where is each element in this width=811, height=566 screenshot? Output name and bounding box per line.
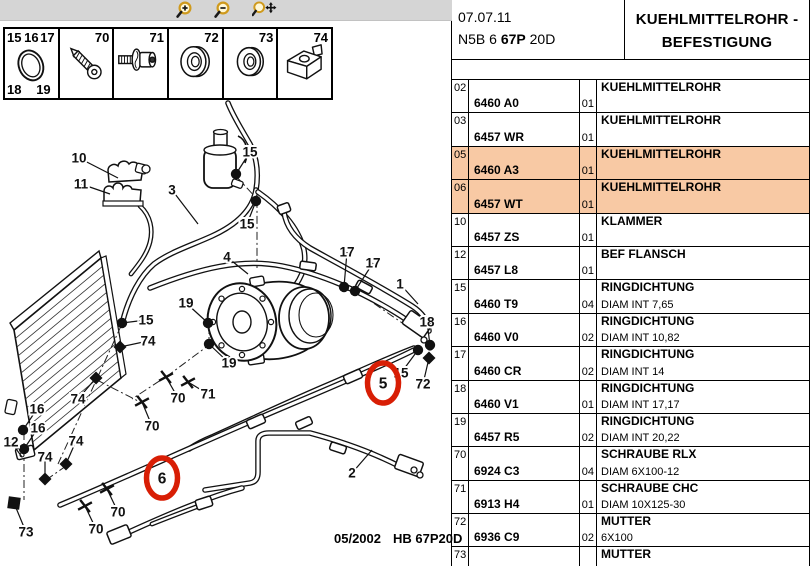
svg-text:74: 74 [70, 391, 86, 407]
row-description-name: SCHRAUBE RLX [601, 447, 697, 462]
legend-number-18: 18 [7, 82, 22, 97]
header-code: N5B 6 67P 20D [458, 31, 556, 47]
svg-text:71: 71 [200, 386, 216, 402]
svg-text:70: 70 [144, 418, 160, 434]
parts-strip-cell-74[interactable] [278, 29, 331, 98]
plate-ref: HB 67P20D [393, 531, 463, 546]
row-description [597, 547, 809, 566]
catalog-header [452, 0, 809, 60]
svg-text:15: 15 [393, 365, 409, 381]
callout-70[interactable] [135, 396, 159, 434]
svg-text:5: 5 [378, 375, 388, 393]
clip-nut-icon [278, 29, 331, 98]
bolt-washer-icon [114, 29, 167, 98]
parts-list-pane [451, 0, 810, 566]
svg-text:74: 74 [68, 433, 84, 449]
row-ref: 70 [452, 447, 469, 479]
o-ring-icon [5, 29, 58, 98]
callout-3[interactable] [168, 183, 198, 225]
row-description-note [601, 265, 807, 277]
svg-text:15: 15 [242, 144, 258, 160]
parts-strip-cell-71[interactable] [114, 29, 169, 98]
table-row-15[interactable] [452, 280, 809, 313]
row-description-note: DIAM INT 10,82 [601, 332, 680, 345]
table-row-02[interactable] [452, 80, 809, 113]
row-ref: 17 [452, 347, 469, 379]
callout-74[interactable] [37, 450, 53, 486]
row-quantity: 01 [580, 247, 597, 279]
row-part-number: 6936 C9 [469, 514, 580, 546]
row-ref: 73 [452, 547, 469, 566]
svg-text:6: 6 [157, 470, 167, 488]
svg-text:19: 19 [178, 295, 194, 311]
svg-text:17: 17 [365, 255, 381, 271]
row-description-name: RINGDICHTUNG [601, 280, 695, 295]
row-quantity: 01 [580, 214, 597, 246]
table-row-05[interactable] [452, 147, 809, 180]
row-description-name: RINGDICHTUNG [601, 313, 695, 328]
row-description [597, 381, 809, 413]
diagram-toolbar [0, 0, 452, 21]
row-description-name: KLAMMER [601, 213, 663, 228]
row-description [597, 314, 809, 346]
svg-text:73: 73 [18, 524, 34, 540]
row-description-name: BEF FLANSCH [601, 246, 686, 261]
parts-strip-cell-72[interactable] [169, 29, 224, 98]
svg-text:16: 16 [30, 420, 46, 436]
zoom-in-button[interactable] [176, 1, 203, 19]
table-row-10[interactable] [452, 214, 809, 247]
row-ref: 12 [452, 247, 469, 279]
row-quantity: 01 [580, 381, 597, 413]
row-description [597, 414, 809, 446]
legend-number-74: 74 [313, 30, 329, 45]
row-ref: 72 [452, 514, 469, 546]
svg-text:11: 11 [73, 176, 89, 192]
zoom-out-button[interactable] [214, 1, 241, 19]
row-ref: 05 [452, 147, 469, 179]
row-quantity: 02 [580, 514, 597, 546]
row-description [597, 80, 809, 112]
zoom-out-icon [214, 1, 241, 19]
row-part-number: 6457 WR [469, 113, 580, 145]
svg-text:18: 18 [419, 314, 435, 330]
row-part-number: 6460 V1 [469, 381, 580, 413]
row-description [597, 481, 809, 513]
callout-70[interactable] [159, 371, 185, 406]
row-part-number: 6460 V0 [469, 314, 580, 346]
row-description-name: MUTTER [601, 514, 651, 529]
row-ref: 06 [452, 180, 469, 212]
parts-strip-cell-70[interactable] [60, 29, 115, 98]
table-row-72[interactable] [452, 514, 809, 547]
table-row-06[interactable] [452, 180, 809, 213]
callout-73[interactable] [7, 496, 34, 539]
row-quantity: 02 [580, 414, 597, 446]
legend-number-71: 71 [149, 30, 165, 45]
row-description-name: KUEHLMITTELROHR [601, 113, 721, 128]
row-part-number: 6457 L8 [469, 247, 580, 279]
row-quantity: 02 [580, 314, 597, 346]
row-description-note: DIAM INT 20,22 [601, 432, 680, 445]
row-ref: 03 [452, 113, 469, 145]
row-description-note [601, 199, 807, 211]
table-row-17[interactable] [452, 347, 809, 380]
parts-strip-cell-73[interactable] [224, 29, 279, 98]
callout-71[interactable] [181, 376, 216, 402]
row-quantity: 01 [580, 147, 597, 179]
callout-10[interactable] [71, 151, 118, 179]
row-description [597, 214, 809, 246]
row-description-note: DIAM 6X100-12 [601, 465, 680, 478]
row-description-note [601, 98, 807, 110]
row-part-number: 6913 H4 [469, 481, 580, 513]
callout-70[interactable] [78, 500, 103, 537]
row-part-number: 6457 R5 [469, 414, 580, 446]
svg-text:16: 16 [29, 401, 45, 417]
row-part-number: 6460 A3 [469, 147, 580, 179]
table-row-19[interactable] [452, 414, 809, 447]
row-description [597, 147, 809, 179]
plate-code [334, 531, 462, 546]
row-description-name: KUEHLMITTELROHR [601, 146, 721, 161]
svg-text:70: 70 [88, 521, 104, 537]
grommet-small-icon [224, 29, 277, 98]
svg-text:2: 2 [348, 465, 356, 481]
row-description-note: DIAM INT 7,65 [601, 298, 674, 311]
svg-text:70: 70 [110, 504, 126, 520]
plate-date: 05/2002 [334, 531, 381, 546]
callout-5[interactable] [368, 363, 399, 403]
row-description [597, 347, 809, 379]
row-description [597, 280, 809, 312]
callout-72[interactable] [415, 351, 435, 391]
legend-number-16: 16 [24, 30, 39, 45]
table-row-71[interactable] [452, 481, 809, 514]
table-row-73[interactable] [452, 547, 809, 566]
svg-text:4: 4 [223, 249, 231, 265]
legend-number-19: 19 [36, 82, 51, 97]
row-ref: 10 [452, 214, 469, 246]
grommet-icon [169, 29, 222, 98]
row-part-number: 6460 CR [469, 347, 580, 379]
row-quantity: 04 [580, 280, 597, 312]
svg-text:1: 1 [396, 276, 404, 292]
row-description-note: DIAM 10X125-30 [601, 499, 686, 512]
legend-number-70: 70 [94, 30, 110, 45]
row-description-name: MUTTER [601, 547, 651, 562]
row-part-number: 6457 ZS [469, 214, 580, 246]
screw-icon [60, 29, 113, 98]
callout-74[interactable] [59, 434, 83, 471]
svg-text:12: 12 [3, 434, 19, 450]
callout-12[interactable] [3, 435, 22, 458]
hardware-legend-strip [3, 27, 333, 100]
row-description-name: SCHRAUBE CHC [601, 480, 699, 495]
row-quantity: 01 [580, 481, 597, 513]
parts-strip-cell-15[interactable] [5, 29, 60, 98]
row-description-name: RINGDICHTUNG [601, 413, 695, 428]
row-description-note: 6X100 [601, 532, 633, 545]
row-part-number: 6460 T9 [469, 280, 580, 312]
svg-text:70: 70 [170, 390, 186, 406]
row-description-name: KUEHLMITTELROHR [601, 80, 721, 94]
callout-6[interactable] [147, 458, 178, 498]
zoom-pan-button[interactable] [252, 1, 279, 19]
row-description-note [601, 165, 807, 177]
row-ref: 19 [452, 414, 469, 446]
row-description-note: DIAM INT 17,17 [601, 398, 680, 411]
legend-number-15: 15 [7, 30, 22, 45]
table-row-12[interactable] [452, 247, 809, 280]
header-date: 07.07.11 [458, 9, 512, 25]
row-description [597, 113, 809, 145]
svg-text:15: 15 [239, 216, 255, 232]
row-quantity: 01 [580, 113, 597, 145]
row-description [597, 514, 809, 546]
row-quantity: 01 [580, 180, 597, 212]
table-row-18[interactable] [452, 381, 809, 414]
row-quantity: 04 [580, 447, 597, 479]
row-description-name: RINGDICHTUNG [601, 380, 695, 395]
row-description [597, 447, 809, 479]
svg-text:17: 17 [339, 244, 355, 260]
svg-text:10: 10 [71, 150, 87, 166]
table-row-03[interactable] [452, 113, 809, 146]
header-reference-block [452, 0, 625, 59]
row-description-note: DIAM INT 14 [601, 365, 665, 378]
row-description [597, 247, 809, 279]
legend-number-73: 73 [258, 30, 274, 45]
table-row-16[interactable] [452, 314, 809, 347]
svg-text:74: 74 [140, 333, 156, 349]
row-ref: 02 [452, 80, 469, 112]
row-ref: 16 [452, 314, 469, 346]
svg-text:74: 74 [37, 449, 53, 465]
row-quantity: 02 [580, 347, 597, 379]
svg-text:19: 19 [221, 355, 237, 371]
row-description-note [601, 132, 807, 144]
row-part-number: 6457 WT [469, 180, 580, 212]
row-part-number: 6460 A0 [469, 80, 580, 112]
row-part-number: 6924 C3 [469, 447, 580, 479]
zoom-in-icon [176, 1, 203, 19]
svg-text:72: 72 [415, 376, 431, 392]
callout-2[interactable] [348, 450, 372, 481]
row-ref: 18 [452, 381, 469, 413]
row-description-name: RINGDICHTUNG [601, 347, 695, 362]
row-quantity: 01 [580, 80, 597, 112]
table-row-70[interactable] [452, 447, 809, 480]
row-description [597, 180, 809, 212]
svg-text:15: 15 [138, 312, 154, 328]
legend-number-17: 17 [40, 30, 55, 45]
legend-number-72: 72 [204, 30, 219, 45]
row-quantity [580, 547, 597, 566]
parts-table [452, 79, 809, 566]
page-title: KUEHLMITTELROHR - BEFESTIGUNG [635, 11, 799, 51]
zoom-pan-icon [252, 1, 279, 17]
row-description-name: KUEHLMITTELROHR [601, 180, 721, 195]
row-ref: 15 [452, 280, 469, 312]
row-part-number [469, 547, 580, 566]
row-ref: 71 [452, 481, 469, 513]
row-description-note [601, 232, 807, 244]
svg-text:3: 3 [168, 182, 176, 198]
